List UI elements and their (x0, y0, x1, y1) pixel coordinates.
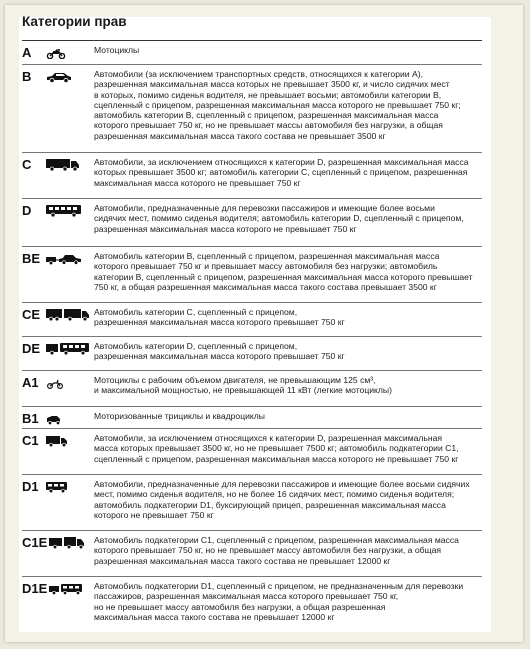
category-row-de (22, 336, 482, 370)
bus-trailer-icon (46, 342, 90, 360)
category-code: C1 (22, 433, 39, 448)
minibus-trailer-icon (49, 582, 83, 600)
light-truck-trailer-icon (49, 536, 85, 554)
category-description: Автомобили, за исключением относящихся к категории D, разрешенная максимальная масса которых превышает 3500 кг, но не превышает 7500 кг; автомобиль подкатегории C1, сцепленный с прицепом, разрешенная максимальная масса которого не превышает 750 кг (94, 433, 459, 464)
bus-icon (46, 204, 82, 222)
category-description: Мотоциклы (94, 45, 140, 55)
category-code: DE (22, 341, 41, 356)
motorcycle-icon (46, 46, 66, 64)
light-truck-icon (46, 434, 68, 452)
category-code: D1E (22, 581, 48, 596)
category-description: Автомобили, предназначенные для перевозки пассажиров и имеющие более восьми сидячих мест, помимо сиденья водителя; автомобиль категории D, сцепленный с прицепом, разрешенная максимальная масса которого не превышает 750 кг (94, 203, 464, 234)
category-description: Автомобили (за исключением транспортных средств, относящихся к категории А), разрешенная максимальная масса которых не превышает 3500 кг, и число сидячих мест в которых, помимо сиденья водителя, не превышает восьми; автомобили категории B, сцепленный с прицепом, разрешенная максимальная масса которого не превышает 750 кг; автомобиль категории B, сцепленный с прицепом, разрешенная максимальная масса которого превышает 750 кг, но не превышает массы автомобиля без нагрузки, а общая разрешенная максимальная масса такого состава не превышает 3500 кг (94, 69, 461, 141)
category-code: D (22, 203, 32, 218)
car-trailer-icon (46, 252, 82, 270)
category-row-d (22, 198, 482, 246)
category-row-d1 (22, 474, 482, 530)
car-icon (46, 70, 72, 88)
category-code: C1E (22, 535, 48, 550)
category-code: B (22, 69, 32, 84)
category-description: Автомобиль категории D, сцепленный с прицепом, разрешенная максимальная масса которого превышает 750 кг (94, 341, 345, 362)
category-row-ce (22, 302, 482, 336)
category-row-b1 (22, 406, 482, 428)
minibus-icon (46, 480, 68, 498)
truck-trailer-icon (46, 308, 90, 326)
category-code: C (22, 157, 32, 172)
category-description: Автомобиль подкатегории C1, сцепленный с прицепом, разрешенная максимальная масса которого превышает 750 кг, но не превышает массу автомобиля без нагрузки, а общая разрешенная максимальная масса такого состава не превышает 12000 кг (94, 535, 459, 566)
truck-icon (46, 158, 80, 176)
category-description: Мотоциклы с рабочим объемом двигателя, не превышающим 125 см³, и максимальной мощностью, не превышающей 11 кВт (легкие мотоциклы) (94, 375, 392, 396)
category-code: CE (22, 307, 41, 322)
category-code: D1 (22, 479, 39, 494)
category-description: Моторизованные трициклы и квадроциклы (94, 411, 265, 421)
category-row-b (22, 64, 482, 152)
category-row-d1e (22, 576, 482, 632)
category-description: Автомобиль категории C, сцепленный с прицепом, разрешенная максимальная масса которого превышает 750 кг (94, 307, 345, 328)
category-row-c (22, 152, 482, 198)
category-description: Автомобиль подкатегории D1, сцепленный с прицепом, не предназначенным для перевозки пассажиров, разрешенная максимальная масса которого превышает 750 кг, но не превышает массу автомобиля без нагрузки, а общая разрешенная максимальная масса такого состава не превышает 12000 кг (94, 581, 464, 622)
category-code: B1 (22, 411, 39, 426)
category-code: BE (22, 251, 41, 266)
category-row-a1 (22, 370, 482, 406)
license-categories-table (22, 40, 482, 632)
category-code: A1 (22, 375, 39, 390)
light-motorcycle-icon (46, 376, 64, 394)
category-description: Автомобили, предназначенные для перевозки пассажиров и имеющие более восьми сидячих мест, помимо сиденья водителя, но не более 16 сидячих мест, помимо сиденья водителя; автомобиль подкатегории D1, буксирующий прицеп, разрешенная максимальная масса которого не превышает 750 кг (94, 479, 470, 520)
category-description: Автомобиль категории B, сцепленный с прицепом, разрешенная максимальная масса которого превышает 750 кг и превышает массу автомобиля без нагрузки; автомобиль категории B, сцепленный с прицепом, разрешенная максимальная масса которого превышает 750 кг, а общая разрешенная максимальная масса такого состава превышает 3500 кг (94, 251, 473, 292)
category-row-c1 (22, 428, 482, 474)
category-row-c1e (22, 530, 482, 576)
category-row-be (22, 246, 482, 302)
category-description: Автомобили, за исключением относящихся к категории D, разрешенная максимальная масса которых превышает 3500 кг; автомобиль категории C, сцепленный с прицепом, разрешенная максимальная масса которого не превышает 750 кг (94, 157, 469, 188)
category-row-a (22, 40, 482, 64)
page-title: Категории прав (22, 14, 127, 29)
category-code: A (22, 45, 32, 60)
